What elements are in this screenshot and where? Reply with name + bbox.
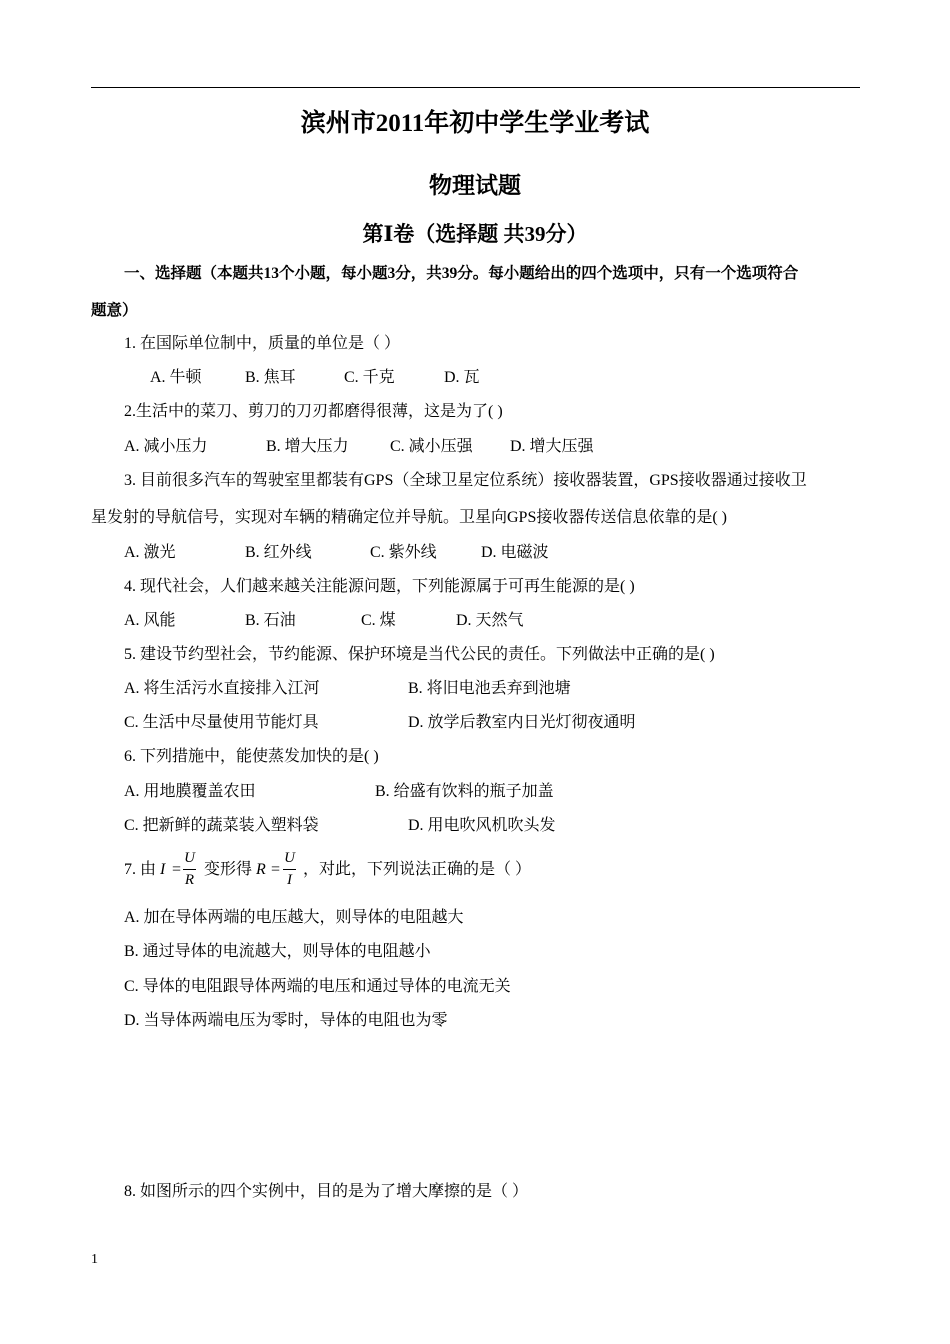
part-heading: 第Ⅰ卷（选择题 共39分） <box>362 222 588 246</box>
q7-option-a: A. 加在导体两端的电压越大，则导体的电阻越大 <box>124 909 464 926</box>
question-7-stem-end: ，对此，下列说法正确的是（ ） <box>303 861 532 878</box>
page-number: 1 <box>91 1252 98 1267</box>
fraction-numerator: U <box>184 850 195 866</box>
q2-option-d: D. 增大压强 <box>510 438 594 455</box>
question-7-stem-mid: 变形得 <box>204 861 253 878</box>
question-8-stem: 8. 如图所示的四个实例中，目的是为了增大摩擦的是（ ） <box>124 1183 529 1200</box>
q3-option-c: C. 紫外线 <box>370 544 437 561</box>
fraction-bar <box>283 869 296 870</box>
formula-equals-2: = <box>271 861 281 878</box>
exam-subtitle: 物理试题 <box>429 173 521 198</box>
formula-var-i: I <box>160 861 166 878</box>
q1-option-a: A. 牛顿 <box>150 369 202 386</box>
q5-option-c: C. 生活中尽量使用节能灯具 <box>124 714 319 731</box>
question-3-stem-cont: 星发射的导航信号，实现对车辆的精确定位并导航。卫星向GPS接收器传送信息依靠的是( ) <box>91 509 728 526</box>
q4-option-b: B. 石油 <box>245 612 296 629</box>
exam-title: 滨州市2011年初中学生学业考试 <box>300 110 650 137</box>
fraction-numerator: U <box>284 850 295 866</box>
question-3-stem: 3. 目前很多汽车的驾驶室里都装有GPS（全球卫星定位系统）接收器装置，GPS接收器通过接收卫 <box>124 472 807 489</box>
q4-option-a: A. 风能 <box>124 612 176 629</box>
question-6-stem: 6. 下列措施中，能使蒸发加快的是( ) <box>124 748 379 765</box>
question-7-stem-start: 7. 由 <box>124 861 157 878</box>
question-5-stem: 5. 建设节约型社会，节约能源、保护环境是当代公民的责任。下列做法中正确的是( ) <box>124 646 715 663</box>
formula-var-r: R <box>256 861 266 878</box>
section-instructions-line1: 一、选择题（本题共13个小题，每小题3分，共39分。每小题给出的四个选项中，只有一个选项符合 <box>124 265 799 282</box>
q3-option-d: D. 电磁波 <box>481 544 549 561</box>
q5-option-a: A. 将生活污水直接排入江河 <box>124 680 320 697</box>
q1-option-c: C. 千克 <box>344 369 395 386</box>
q5-option-b: B. 将旧电池丢弃到池塘 <box>408 680 571 697</box>
fraction-bar <box>183 869 196 870</box>
q3-option-b: B. 红外线 <box>245 544 312 561</box>
formula-equals-1: = <box>172 861 182 878</box>
q3-option-a: A. 激光 <box>124 544 176 561</box>
fraction-denominator: R <box>184 872 195 888</box>
formula-fraction-u-over-r <box>183 851 196 888</box>
q6-option-c: C. 把新鲜的蔬菜装入塑料袋 <box>124 817 319 834</box>
q5-option-d: D. 放学后教室内日光灯彻夜通明 <box>408 714 636 731</box>
q2-option-c: C. 减小压强 <box>390 438 473 455</box>
q7-option-c: C. 导体的电阻跟导体两端的电压和通过导体的电流无关 <box>124 978 511 995</box>
question-4-stem: 4. 现代社会，人们越来越关注能源问题，下列能源属于可再生能源的是( ) <box>124 578 635 595</box>
q1-option-d: D. 瓦 <box>444 369 480 386</box>
q4-option-d: D. 天然气 <box>456 612 524 629</box>
question-1-stem: 1. 在国际单位制中，质量的单位是（ ） <box>124 335 401 352</box>
header-rule <box>91 87 860 88</box>
q4-option-c: C. 煤 <box>361 612 396 629</box>
section-instructions-line2: 题意） <box>91 302 138 319</box>
q7-option-b: B. 通过导体的电流越大，则导体的电阻越小 <box>124 943 431 960</box>
q1-option-b: B. 焦耳 <box>245 369 296 386</box>
q2-option-a: A. 减小压力 <box>124 438 208 455</box>
q2-option-b: B. 增大压力 <box>266 438 349 455</box>
fraction-denominator: I <box>287 872 292 888</box>
q7-option-d: D. 当导体两端电压为零时，导体的电阻也为零 <box>124 1012 448 1029</box>
q6-option-b: B. 给盛有饮料的瓶子加盖 <box>375 783 554 800</box>
question-2-stem: 2.生活中的菜刀、剪刀的刀刃都磨得很薄，这是为了( ) <box>124 403 503 420</box>
q6-option-d: D. 用电吹风机吹头发 <box>408 817 556 834</box>
formula-fraction-u-over-i <box>283 851 296 888</box>
q6-option-a: A. 用地膜覆盖农田 <box>124 783 256 800</box>
